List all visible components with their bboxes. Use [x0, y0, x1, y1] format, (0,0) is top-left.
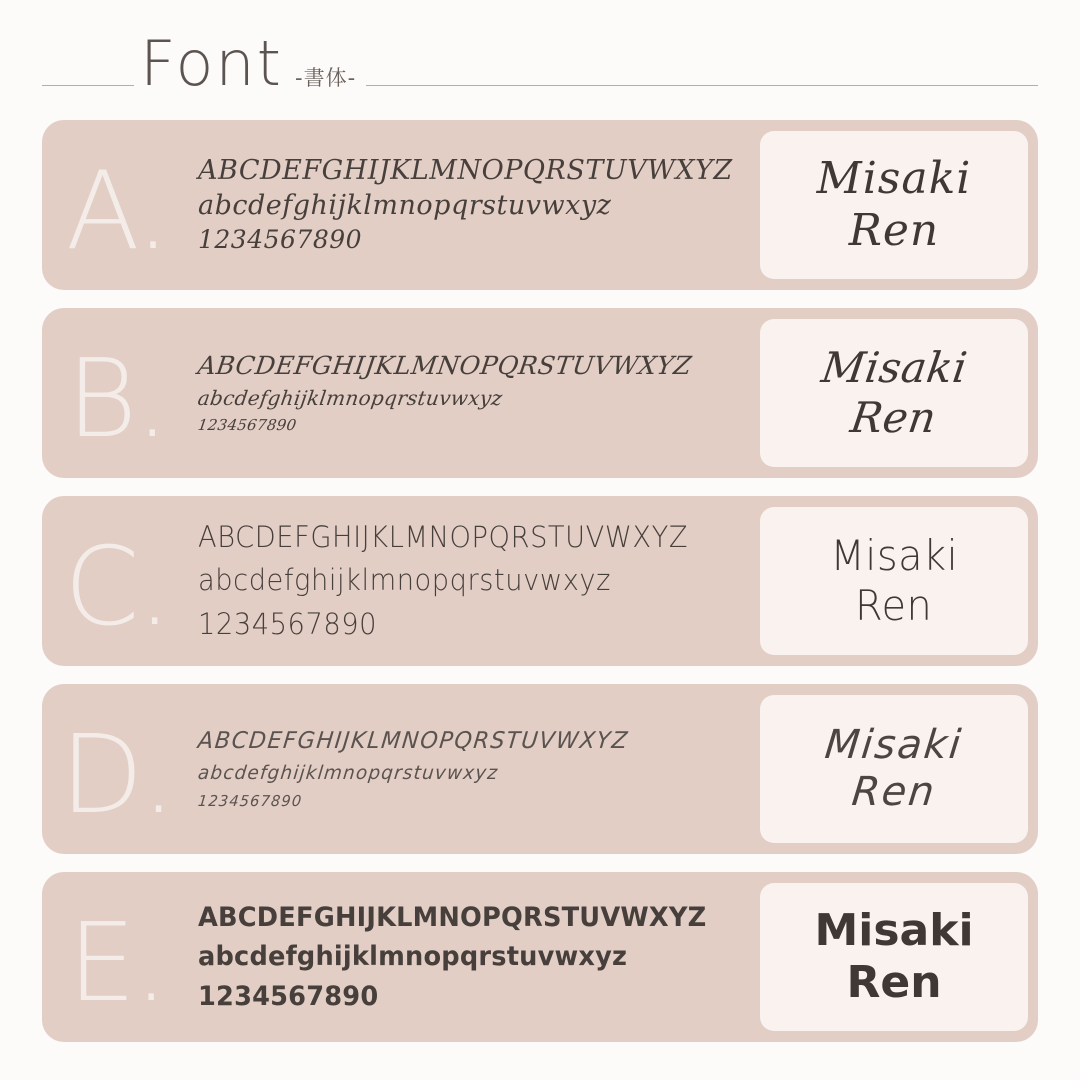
name-line-first: Misaki: [814, 905, 974, 957]
sample-lowercase: abcdefghijklmnopqrstuvwxyz: [196, 762, 500, 785]
option-letter-c-cell: [42, 520, 192, 650]
option-d-sample: [192, 724, 760, 814]
sample-uppercase: ABCDEFGHIJKLMNOPQRSTUVWXYZ: [198, 155, 733, 187]
font-options-list: [42, 120, 1038, 1042]
font-option-b[interactable]: [42, 308, 1038, 478]
option-c-name-preview: [760, 507, 1028, 655]
page-title: Font: [140, 27, 283, 100]
option-a-name-preview: [760, 131, 1028, 279]
header-rule-left: [42, 85, 134, 86]
sample-numerals: 1234567890: [198, 980, 379, 1012]
option-letter-b-cell: [42, 332, 192, 462]
option-letter-b: B.: [66, 337, 168, 462]
option-c-sample: [192, 516, 760, 647]
font-option-a[interactable]: [42, 120, 1038, 290]
font-option-d[interactable]: [42, 684, 1038, 854]
option-b-sample: [192, 349, 760, 437]
name-line-first: Misaki: [823, 721, 966, 768]
sample-uppercase: ABCDEFGHIJKLMNOPQRSTUVWXYZ: [198, 519, 689, 554]
sample-numerals: 1234567890: [198, 224, 363, 254]
sample-uppercase: ABCDEFGHIJKLMNOPQRSTUVWXYZ: [196, 727, 630, 754]
name-line-second: Ren: [848, 205, 940, 256]
header-rule-right: [366, 85, 1038, 86]
option-e-sample: [192, 898, 760, 1015]
option-letter-a-cell: [42, 144, 192, 274]
sample-numerals: 1234567890: [198, 606, 378, 641]
sample-lowercase: abcdefghijklmnopqrstuvwxyz: [198, 190, 612, 221]
name-line-second: Ren: [848, 393, 940, 442]
option-letter-c: C.: [64, 525, 170, 650]
sample-uppercase: ABCDEFGHIJKLMNOPQRSTUVWXYZ: [198, 902, 707, 934]
name-line-second: Ren: [846, 957, 942, 1008]
option-a-sample: [192, 154, 760, 255]
name-line-first: Misaki: [830, 531, 958, 581]
option-d-name-preview: [760, 695, 1028, 843]
option-letter-e-cell: [42, 896, 192, 1026]
font-option-e[interactable]: [42, 872, 1038, 1042]
sample-numerals: 1234567890: [197, 791, 304, 810]
sample-lowercase: abcdefghijklmnopqrstuvwxyz: [198, 941, 628, 973]
option-letter-e: E.: [67, 901, 167, 1026]
option-letter-d: D.: [60, 713, 174, 838]
name-line-second: Ren: [855, 581, 933, 630]
option-letter-d-cell: [42, 708, 192, 838]
font-option-c[interactable]: [42, 496, 1038, 666]
name-line-second: Ren: [849, 769, 939, 815]
sample-lowercase: abcdefghijklmnopqrstuvwxyz: [198, 563, 611, 598]
name-line-first: Misaki: [818, 343, 970, 393]
page-subtitle: -書体-: [295, 66, 357, 90]
sample-uppercase: ABCDEFGHIJKLMNOPQRSTUVWXYZ: [196, 351, 694, 381]
sample-numerals: 1234567890: [196, 415, 298, 434]
option-letter-a: A.: [65, 149, 169, 274]
name-line-first: Misaki: [816, 153, 972, 205]
page-header: [42, 0, 1038, 108]
sample-lowercase: abcdefghijklmnopqrstuvwxyz: [196, 385, 505, 410]
option-b-name-preview: [760, 319, 1028, 467]
option-e-name-preview: [760, 883, 1028, 1031]
